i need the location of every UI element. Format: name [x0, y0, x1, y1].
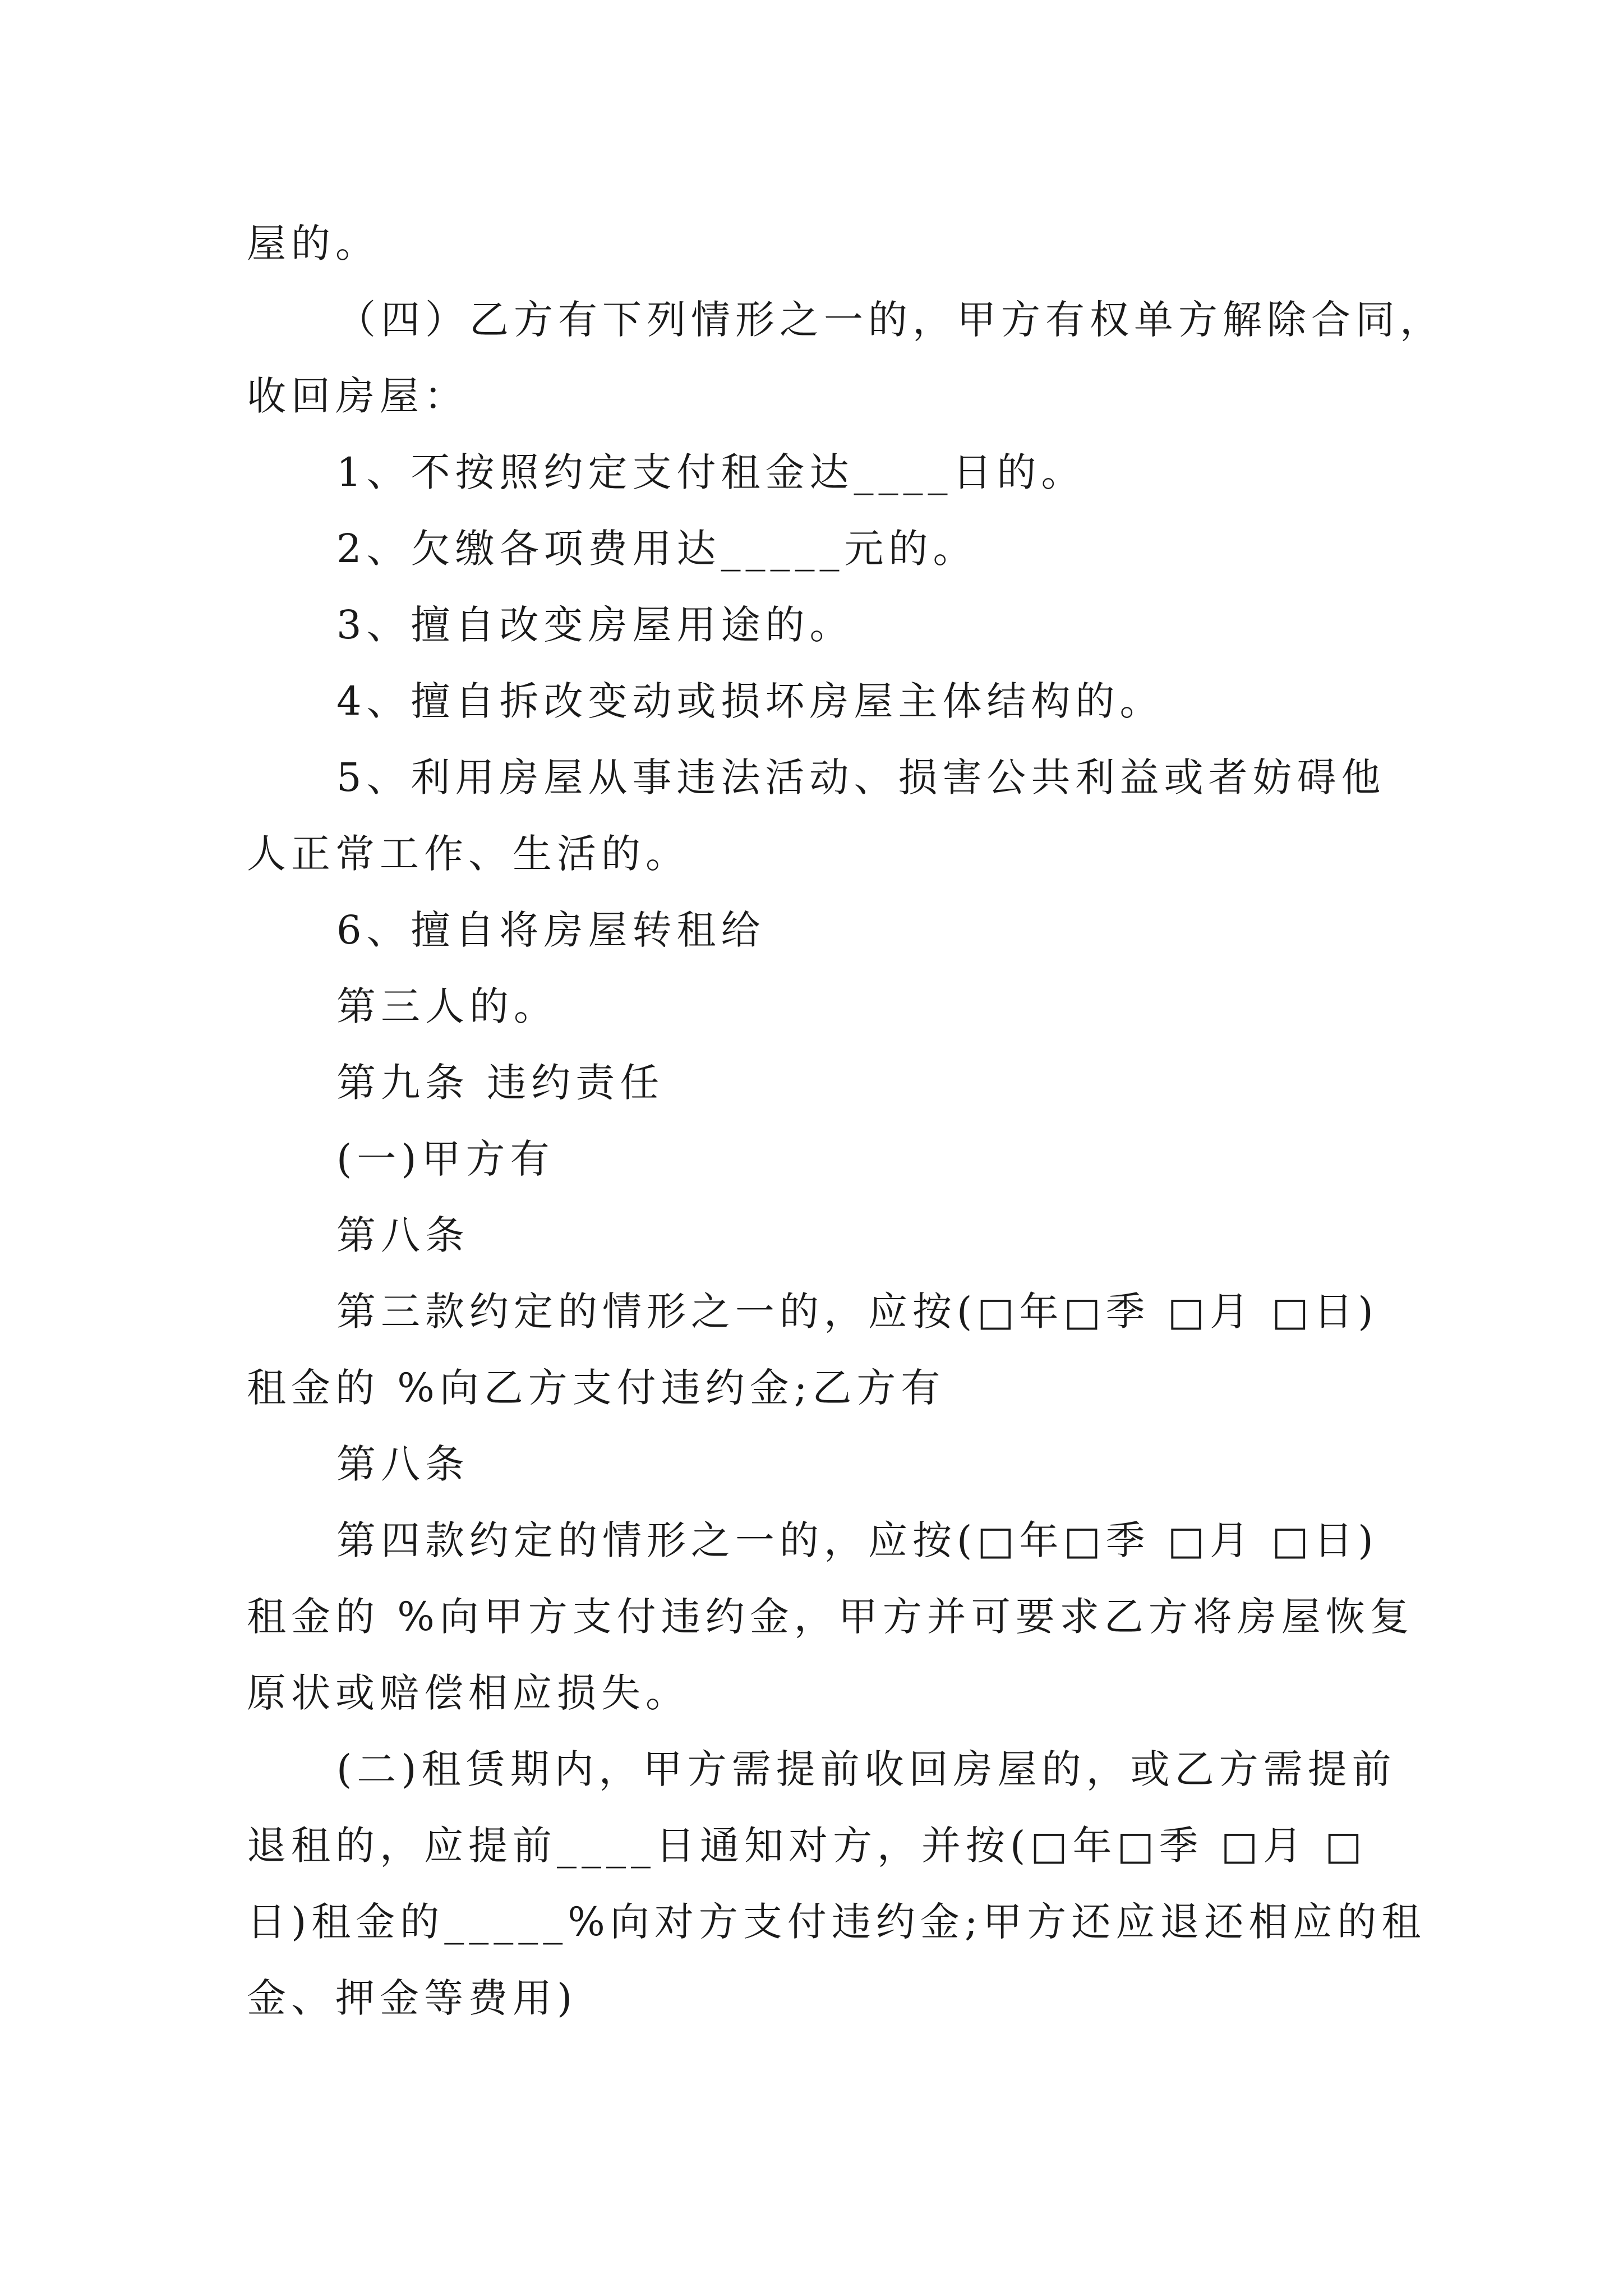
- text-line: 1、不按照约定支付租金达____日的。: [336, 449, 1086, 495]
- text-line: (一)甲方有: [336, 1136, 555, 1182]
- section-heading: 第九条 违约责任: [336, 1060, 665, 1106]
- text-line: 日)租金的_____%向对方支付违约金;甲方还应退还相应的租: [247, 1899, 1426, 1945]
- text-line: 屋的。: [247, 220, 380, 266]
- text-line: 金、押金等费用): [247, 1975, 578, 2021]
- text-line: 退租的，应提前____日通知对方，并按(□年□季 □月 □: [247, 1823, 1367, 1869]
- text-line: 租金的 %向甲方支付违约金，甲方并可要求乙方将房屋恢复: [247, 1594, 1414, 1640]
- text-line: 第八条: [336, 1441, 469, 1487]
- text-line: 第三人的。: [336, 983, 558, 1029]
- text-line: 原状或赔偿相应损失。: [247, 1670, 690, 1716]
- text-line: 租金的 %向乙方支付违约金;乙方有: [247, 1365, 946, 1411]
- text-line: （四）乙方有下列情形之一的，甲方有权单方解除合同，: [336, 297, 1444, 343]
- text-line: 第四款约定的情形之一的，应按(□年□季 □月 □日): [336, 1517, 1378, 1563]
- text-line: 5、利用房屋从事违法活动、损害公共利益或者妨碍他: [336, 754, 1386, 800]
- text-line: 2、欠缴各项费用达_____元的。: [336, 526, 978, 572]
- text-line: 3、擅自改变房屋用途的。: [336, 602, 854, 648]
- text-line: 第八条: [336, 1212, 469, 1258]
- text-line: 4、擅自拆改变动或损坏房屋主体结构的。: [336, 678, 1164, 724]
- text-line: 收回房屋：: [247, 373, 468, 419]
- text-line: (二)租赁期内，甲方需提前收回房屋的，或乙方需提前: [336, 1746, 1396, 1792]
- text-line: 第三款约定的情形之一的，应按(□年□季 □月 □日): [336, 1289, 1378, 1335]
- text-line: 6、擅自将房屋转租给: [336, 907, 766, 953]
- text-line: 人正常工作、生活的。: [247, 831, 690, 877]
